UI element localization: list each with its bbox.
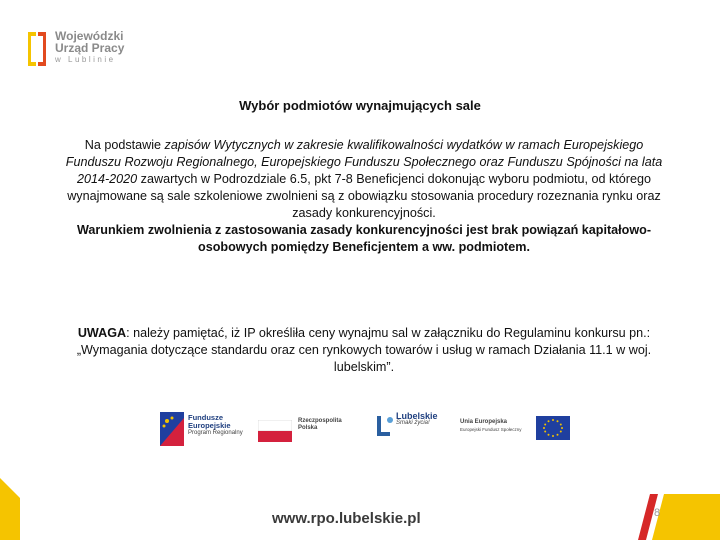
warning-note <box>64 325 664 376</box>
logo-line-3: w Lublinie <box>55 55 116 64</box>
footer-accent-left <box>0 478 20 540</box>
lubelskie-logo <box>376 406 468 452</box>
page-number: 8 <box>654 507 661 519</box>
footer-url: www.rpo.lubelskie.pl <box>272 510 421 527</box>
logo-line-1: Wojewódzki <box>55 29 124 43</box>
fe-line-2: Europejskie <box>188 421 231 430</box>
body-paragraph <box>64 137 664 222</box>
body-italic-citation: zapisów Wytycznych w zakresie kwalifikowalności wydatków w ramach Europejskiego Funduszu Rozwoju Regionalnego, Europejskiego Funduszu Społecznego oraz Funduszu Spójności na lata 2014-2020 <box>65 138 663 186</box>
condition-text: Warunkiem zwolnienia z zastosowania zasady konkurencyjności jest brak powiązań kapitałowo-osobowych pomiędzy Beneficjentem a ww. podmiotem. <box>76 223 652 254</box>
rp-line-2: Polska <box>298 425 318 431</box>
ue-line-2: Europejski Fundusz Społeczny <box>460 427 522 432</box>
lubelskie-mark-icon <box>376 414 394 438</box>
wup-logo <box>28 28 168 74</box>
lubelskie-tagline: Smaki życia! <box>396 420 430 426</box>
warning-text: : należy pamiętać, iż IP określiła ceny wynajmu sal w załączniku do Regulaminu konkursu pn.: „Wymagania dotyczące standardu oraz cen rynkowych towarów i usług w ramach Działania 11.1 w woj. lubelskim”. <box>76 326 652 374</box>
funding-logos <box>160 406 580 452</box>
fe-line-3: Program Regionalny <box>188 430 243 436</box>
body-prefix: Na podstawie <box>84 138 165 152</box>
wup-logo-mark-icon <box>28 32 48 66</box>
eu-flag-icon <box>536 416 570 440</box>
rzeczpospolita-polska-logo <box>258 406 358 452</box>
rp-line-1: Rzeczpospolita <box>298 418 342 424</box>
warning-label: UWAGA <box>77 326 127 340</box>
fundusze-europejskie-logo <box>160 406 250 452</box>
body-text <box>64 137 664 256</box>
lubelskie-text: Lubelskie <box>396 411 438 421</box>
fe-line-1: Fundusze <box>188 413 223 422</box>
footer-accent-right <box>628 494 720 540</box>
body-rest: zawartych w Podrozdziale 6.5, pkt 7-8 Beneficjenci dokonując wyboru podmiotu, od którego wynajmowane są sale szkoleniowe zwolnieni są z obowiązku stosowania procedury rozeznania rynku oraz zasady konkurencyjności. <box>67 172 661 220</box>
unia-europejska-logo <box>460 406 580 452</box>
ue-line-1: Unia Europejska <box>460 419 508 425</box>
fundusze-europejskie-icon <box>160 412 184 446</box>
slide-title: Wybór podmiotów wynajmujących sale <box>239 98 481 113</box>
logo-line-2: Urząd Pracy <box>55 41 125 55</box>
polish-flag-icon <box>258 420 292 442</box>
